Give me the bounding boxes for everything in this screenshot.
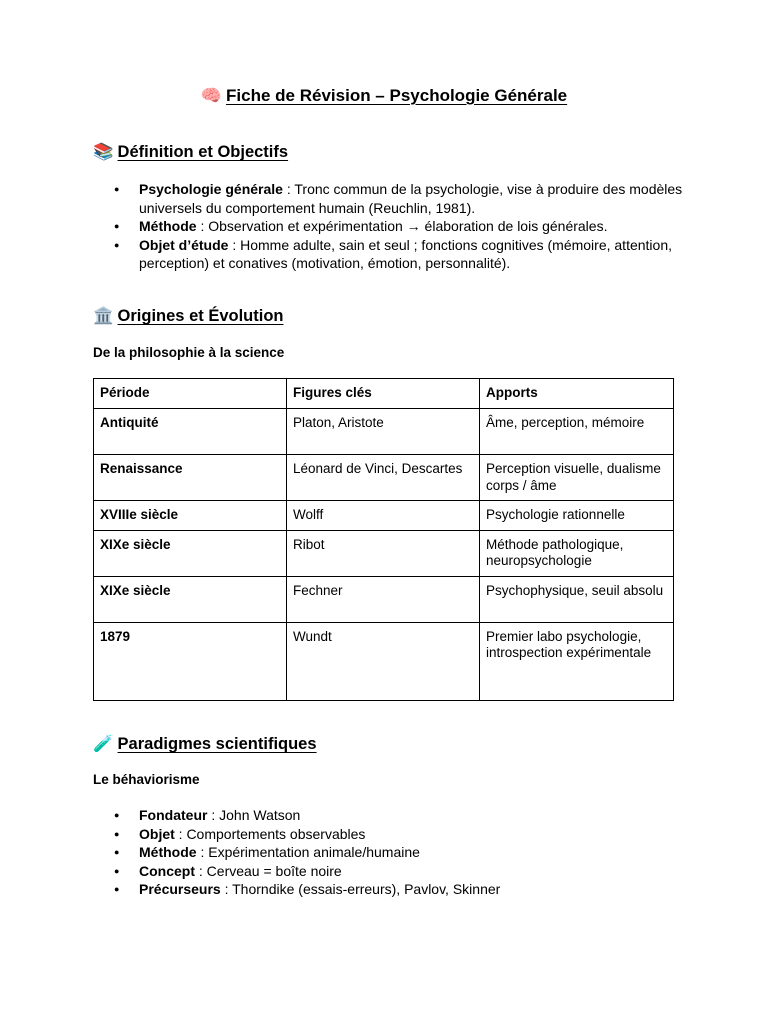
list-item-text: : Thorndike (essais-erreurs), Pavlov, Skinner [220, 881, 501, 897]
table-cell-periode: 1879 [94, 622, 287, 700]
list-item [93, 880, 683, 899]
section-heading-text: Définition et Objectifs [117, 143, 289, 161]
classical-building-icon: 🏛️ [93, 307, 114, 325]
table-cell-apports: Perception visuelle, dualisme corps / âme [480, 455, 674, 501]
section-heading-text: Origines et Évolution [117, 307, 284, 325]
table-cell-apports: Âme, perception, mémoire [480, 409, 674, 455]
table-cell-periode: Antiquité [94, 409, 287, 455]
table-cell-apports: Premier labo psychologie, introspection expérimentale [480, 622, 674, 700]
list-item [93, 825, 683, 844]
list-item-text: : Cerveau = boîte noire [195, 862, 342, 879]
list-item [93, 217, 683, 236]
table-row [94, 455, 674, 501]
document-title [0, 86, 768, 106]
list-item-text: : Observation et expérimentation → élaboration de lois générales. [196, 218, 608, 234]
table-cell-figures: Wundt [287, 622, 480, 700]
subheading-philosophie: De la philosophie à la science [93, 345, 285, 360]
subheading-behaviorisme: Le béhaviorisme [93, 772, 200, 787]
table-row [94, 501, 674, 531]
table-row [94, 576, 674, 622]
list-item-term: Psychologie générale [139, 181, 283, 197]
list-item-term: Concept [139, 862, 195, 879]
table-row [94, 409, 674, 455]
list-item-term: Objet [139, 825, 175, 842]
history-table [93, 378, 674, 701]
table-cell-apports: Méthode pathologique, neuropsychologie [480, 530, 674, 576]
table-cell-periode: XIXe siècle [94, 530, 287, 576]
section-heading-text: Paradigmes scientifiques [117, 735, 317, 753]
list-item-term: Objet d’étude [139, 236, 229, 253]
table-cell-apports: Psychologie rationnelle [480, 501, 674, 531]
table-cell-figures: Wolff [287, 501, 480, 531]
section-heading-origines [93, 307, 283, 326]
list-item [93, 180, 683, 217]
list-item-text: : Expérimentation animale/humaine [196, 844, 420, 860]
list-item-text: : Homme adulte, sain et seul ; fonctions cognitives (mémoire, attention, perception) et conatives (motivation, émotion, personnalité). [139, 236, 672, 271]
list-item-term: Méthode [139, 844, 197, 860]
table-row [94, 530, 674, 576]
table-header-row [94, 379, 674, 409]
table-cell-figures: Platon, Aristote [287, 409, 480, 455]
table-row [94, 622, 674, 700]
table-cell-periode: XIXe siècle [94, 576, 287, 622]
books-icon: 📚 [93, 143, 114, 161]
list-item [93, 236, 683, 273]
list-item-term: Méthode [139, 218, 197, 234]
list-item-text: : John Watson [207, 807, 301, 823]
list-item [93, 806, 683, 825]
section-heading-definition [93, 143, 288, 162]
list-item-term: Fondateur [139, 807, 208, 823]
test-tube-icon: 🧪 [93, 735, 114, 753]
table-cell-apports: Psychophysique, seuil absolu [480, 576, 674, 622]
column-header-figures: Figures clés [287, 379, 480, 409]
brain-icon: 🧠 [200, 86, 223, 105]
list-item-text: : Tronc commun de la psychologie, vise à produire des modèles universels du comportement humain (Reuchlin, 1981). [139, 181, 683, 216]
list-item [93, 843, 683, 862]
table-cell-figures: Fechner [287, 576, 480, 622]
section-heading-paradigmes [93, 735, 317, 754]
list-item-term: Précurseurs [139, 881, 221, 897]
definition-list [93, 180, 683, 273]
column-header-periode: Période [94, 379, 287, 409]
column-header-apports: Apports [480, 379, 674, 409]
list-item-text: : Comportements observables [174, 825, 366, 842]
table-cell-periode: Renaissance [94, 455, 287, 501]
table-cell-figures: Ribot [287, 530, 480, 576]
behaviorisme-list [93, 806, 683, 899]
list-item [93, 862, 683, 881]
table-cell-figures: Léonard de Vinci, Descartes [287, 455, 480, 501]
document-title-text: Fiche de Révision – Psychologie Générale [226, 86, 568, 105]
table-cell-periode: XVIIIe siècle [94, 501, 287, 531]
